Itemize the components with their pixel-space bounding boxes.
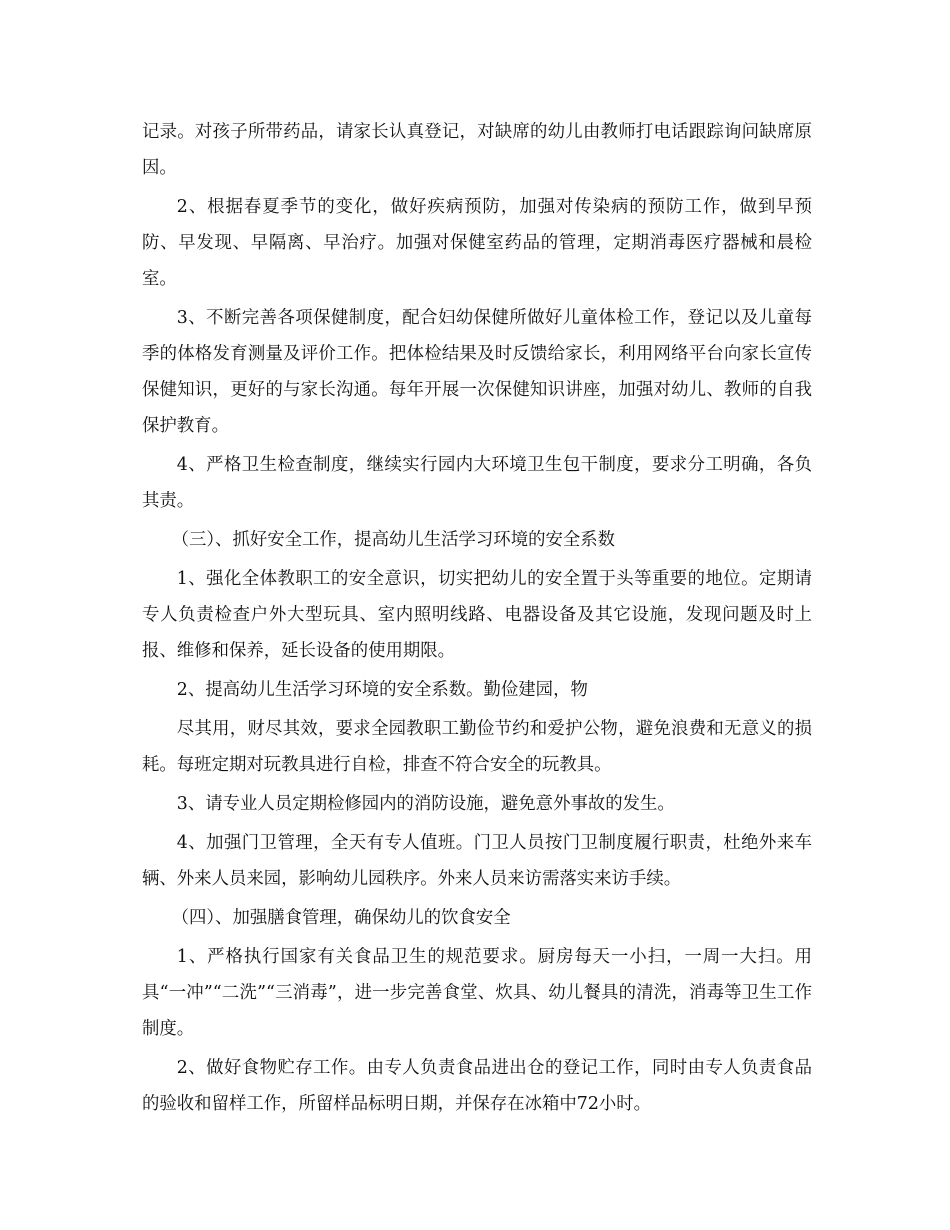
paragraph-4: 4、严格卫生检查制度，继续实行园内大环境卫生包干制度，要求分工明确，各负其责。 bbox=[142, 455, 812, 511]
paragraph-1: 记录。对孩子所带药品，请家长认真登记，对缺席的幼儿由教师打电话跟踪询问缺席原因。 bbox=[142, 122, 812, 178]
section-heading-4: （四）、加强膳食管理，确保幼儿的饮食安全 bbox=[171, 908, 511, 928]
document-body bbox=[142, 114, 812, 1125]
paragraph-9: 4、加强门卫管理，全天有专人值班。门卫人员按门卫制度履行职责，杜绝外来车辆、外来人员来园，影响幼儿园秩序。外来人员来访需落实来访手续。 bbox=[142, 833, 812, 889]
paragraph-3: 3、不断完善各项保健制度，配合妇幼保健所做好儿童体检工作，登记以及儿童每季的体格发育测量及评价工作。把体检结果及时反馈给家长，利用网络平台向家长宣传保健知识，更好的与家长沟通。每年开展一次保健知识讲座，加强对幼儿、教师的自我保护教育。 bbox=[142, 308, 812, 436]
paragraph-7: 尽其用，财尽其效，要求全园教职工勤俭节约和爱护公物，避免浪费和无意义的损耗。每班定期对玩教具进行自检，排查不符合安全的玩教具。 bbox=[142, 719, 812, 775]
paragraph-11: 2、做好食物贮存工作。由专人负责食品进出仓的登记工作，同时由专人负责食品的验收和留样工作，所留样品标明日期，并保存在冰箱中72小时。 bbox=[142, 1058, 812, 1114]
section-heading-3: （三）、抓好安全工作，提高幼儿生活学习环境的安全系数 bbox=[171, 530, 616, 550]
paragraph-8: 3、请专业人员定期检修园内的消防设施，避免意外事故的发生。 bbox=[176, 794, 675, 814]
paragraph-2: 2、根据春夏季节的变化，做好疾病预防，加强对传染病的预防工作，做到早预防、早发现、早隔离、早治疗。加强对保健室药品的管理，定期消毒医疗器械和晨检室。 bbox=[142, 197, 812, 289]
paragraph-5: 1、强化全体教职工的安全意识，切实把幼儿的安全置于头等重要的地位。定期请专人负责检查户外大型玩具、室内照明线路、电器设备及其它设施，发现问题及时上报、维修和保养，延长设备的使用期限。 bbox=[142, 569, 812, 661]
paragraph-10: 1、严格执行国家有关食品卫生的规范要求。厨房每天一小扫，一周一大扫。用具“一冲”“二洗”“三消毒”，进一步完善食堂、炊具、幼儿餐具的清洗，消毒等卫生工作制度。 bbox=[142, 947, 812, 1039]
paragraph-6: 2、提高幼儿生活学习环境的安全系数。勤俭建园，物 bbox=[176, 680, 588, 700]
